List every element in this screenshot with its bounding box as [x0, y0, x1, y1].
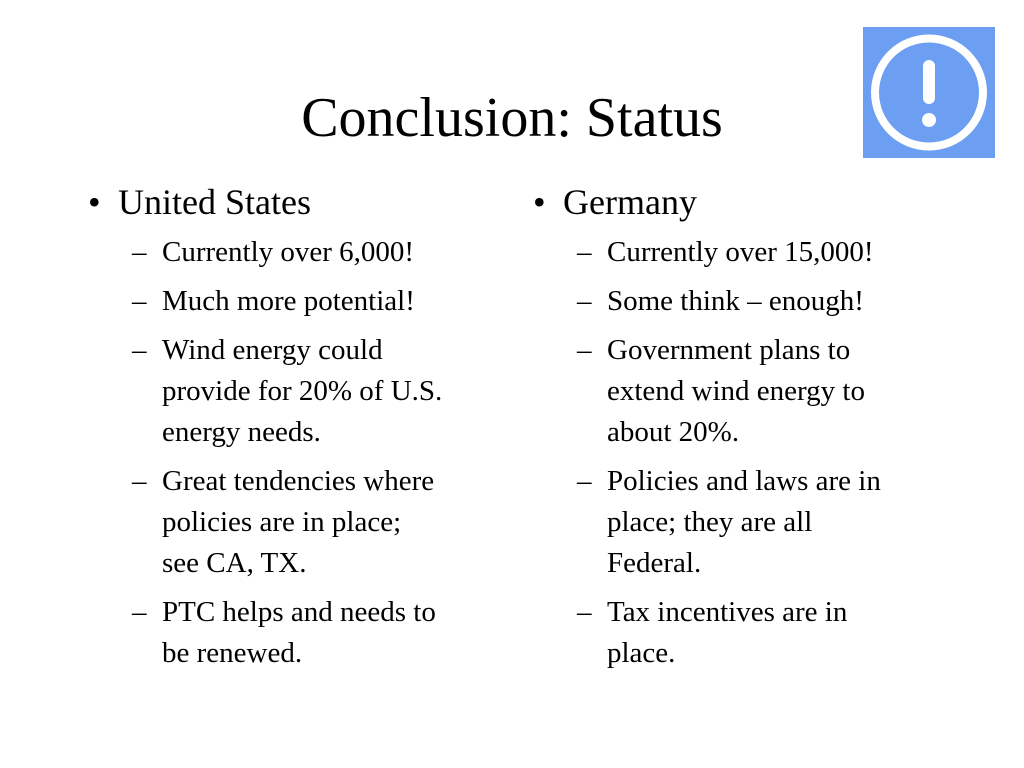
item-text-line: energy needs.: [162, 416, 321, 448]
item-text-line: Great tendencies where: [162, 465, 435, 497]
item-text-line: provide for 20% of U.S.: [162, 375, 443, 407]
exclamation-circle-icon: [863, 27, 995, 158]
list-item: [577, 232, 943, 273]
united-states-column: [88, 180, 498, 682]
dash-glyph: –: [132, 236, 147, 268]
item-text-line: PTC helps and needs to: [162, 596, 436, 628]
dash-glyph: –: [132, 596, 147, 628]
item-text-line: Tax incentives are in: [607, 596, 848, 628]
item-text-line: Policies and laws are in: [607, 465, 881, 497]
item-text-line: about 20%.: [607, 416, 740, 448]
item-text-line: Currently over 15,000!: [607, 236, 874, 268]
list-item: [132, 592, 498, 674]
item-text-line: place.: [607, 637, 676, 669]
item-text-line: extend wind energy to: [607, 375, 865, 407]
dash-glyph: –: [132, 465, 147, 497]
item-text-line: Currently over 6,000!: [162, 236, 415, 268]
dash-glyph: –: [577, 236, 592, 268]
bullet-heading-united-states: [88, 180, 498, 224]
list-item: [577, 330, 943, 453]
germany-column: [533, 180, 943, 682]
item-text-line: Wind energy could: [162, 334, 383, 366]
bullet-heading-germany: [533, 180, 943, 224]
dash-glyph: –: [132, 334, 147, 366]
item-text-line: Some think – enough!: [607, 285, 864, 317]
item-text-line: Much more potential!: [162, 285, 415, 317]
list-item: [577, 281, 943, 322]
list-item: [132, 330, 498, 453]
bullet-glyph: •: [88, 182, 101, 222]
dash-glyph: –: [577, 596, 592, 628]
item-text-line: be renewed.: [162, 637, 303, 669]
list-item: [577, 592, 943, 674]
dash-glyph: –: [132, 285, 147, 317]
list-item: [132, 232, 498, 273]
dash-glyph: –: [577, 285, 592, 317]
item-text-line: see CA, TX.: [162, 547, 307, 579]
item-text-line: place; they are all: [607, 506, 813, 538]
item-text-line: Federal.: [607, 547, 702, 579]
item-text-line: policies are in place;: [162, 506, 402, 538]
dash-glyph: –: [577, 465, 592, 497]
united-states-points: [88, 232, 498, 674]
list-item: [577, 461, 943, 584]
dash-glyph: –: [577, 334, 592, 366]
list-item: [132, 281, 498, 322]
heading-text: Germany: [563, 182, 697, 222]
list-item: [132, 461, 498, 584]
germany-points: [533, 232, 943, 674]
slide-title: Conclusion: Status: [301, 87, 723, 149]
heading-text: United States: [118, 182, 311, 222]
item-text-line: Government plans to: [607, 334, 851, 366]
bullet-glyph: •: [533, 182, 546, 222]
